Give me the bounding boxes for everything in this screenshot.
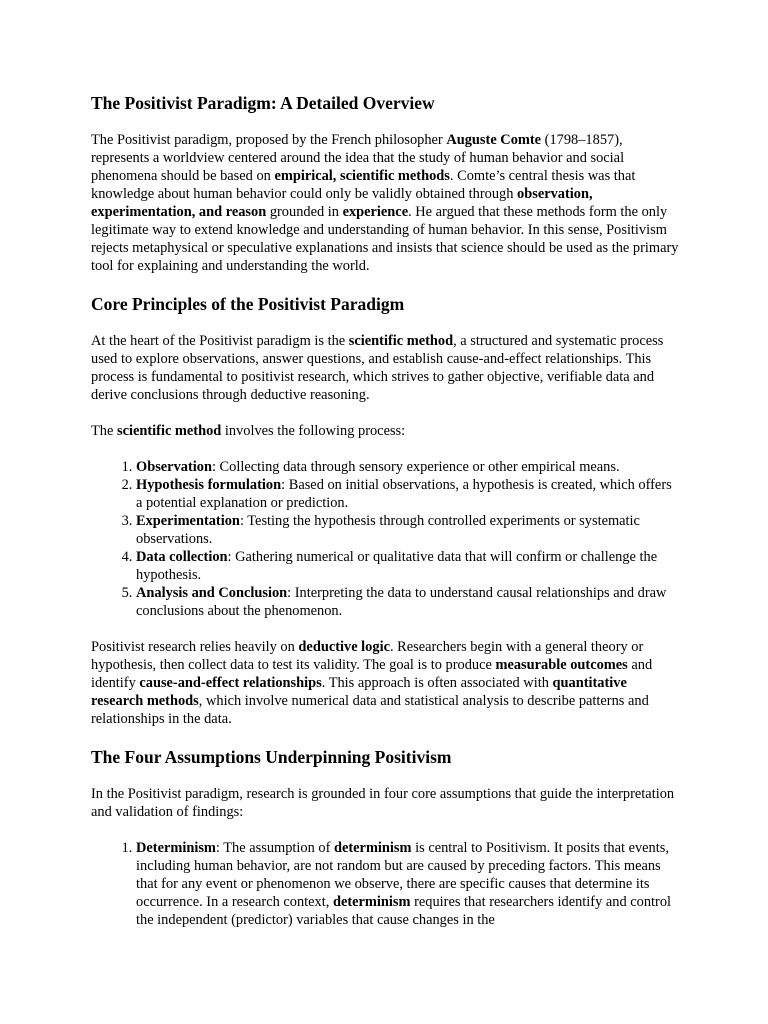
bold-term: deductive logic: [298, 639, 390, 655]
text-span: . Comte’s central thesis was that knowledge about human behavior could only be validly obtained through: [91, 168, 636, 202]
bold-term: determinism: [332, 894, 411, 910]
heading-core-principles: Core Principles of the Positivist Paradigm: [91, 294, 405, 314]
text-span: The: [91, 423, 117, 439]
bold-term: quantitative research methods: [91, 675, 627, 709]
step-text: : Interpreting the data to understand causal relationships and draw conclusions about the phenomenon.: [136, 585, 667, 619]
list-item-step: [136, 548, 680, 584]
scientific-method-steps-list: [91, 458, 680, 620]
list-item-step: [136, 584, 680, 620]
text-span: requires that researchers identify and control the independent (predictor) variables that cause changes in the: [136, 894, 672, 928]
step-term: Hypothesis formulation: [136, 477, 282, 493]
paragraph-scientific-method: [91, 332, 680, 404]
bold-term: scientific method: [348, 333, 454, 349]
step-term: Data collection: [136, 549, 228, 565]
bold-term: Auguste Comte: [446, 132, 542, 148]
step-term: Observation: [136, 459, 212, 475]
step-text: : Collecting data through sensory experience or other empirical means.: [211, 459, 620, 475]
bold-term: observation, experimentation, and reason: [91, 186, 593, 220]
list-item-assumption: [136, 839, 680, 929]
text-span: , a structured and systematic process used to explore observations, answer questions, and establish cause-and-effect relationships. This process is fundamental to positivist research, which strives to gather objective, verifiable data and derive conclusions through deductive reasoning.: [91, 333, 664, 403]
text-span: and identify: [91, 657, 653, 691]
paragraph-assumptions-intro: In the Positivist paradigm, research is grounded in four core assumptions that guide the interpretation and validation of findings:: [91, 786, 675, 820]
step-text: : Based on initial observations, a hypothesis is created, which offers a potential explanation or prediction.: [136, 477, 672, 511]
text-span: : The assumption of: [215, 840, 334, 856]
bold-term: empirical, scientific methods: [274, 168, 450, 184]
bold-term: experience: [342, 204, 409, 220]
text-span: (1798–1857), represents a worldview centered around the idea that the study of human behavior and social phenomena should be based on: [91, 132, 625, 184]
bold-term: cause-and-effect relationships: [139, 675, 322, 691]
step-text: : Testing the hypothesis through controlled experiments or systematic observations.: [136, 513, 640, 547]
paragraph-deductive-logic: [91, 638, 680, 728]
text-span: At the heart of the Positivist paradigm is the: [91, 333, 349, 349]
text-span: grounded in: [266, 204, 343, 220]
list-item-step: [136, 476, 680, 512]
text-span: . He argued that these methods form the only legitimate way to extend knowledge and understanding of human behavior. In this sense, Positivism rejects metaphysical or speculative explanations and insists that science should be used as the primary tool for explaining and understanding the world.: [91, 204, 679, 274]
list-item-step: [136, 512, 680, 548]
heading-positivist-overview: The Positivist Paradigm: A Detailed Overview: [91, 93, 435, 113]
paragraph-intro: [91, 131, 680, 275]
paragraph-process-intro: [91, 422, 680, 440]
bold-term: determinism: [333, 840, 412, 856]
step-text: : Gathering numerical or qualitative data that will confirm or challenge the hypothesis.: [136, 549, 658, 583]
assumption-term: Determinism: [136, 840, 216, 856]
text-span: involves the following process:: [221, 423, 406, 439]
text-span: . This approach is often associated with: [321, 675, 553, 691]
bold-term: measurable outcomes: [495, 657, 628, 673]
list-item-step: [136, 458, 680, 476]
text-span: . Researchers begin with a general theory or hypothesis, then collect data to test its validity. The goal is to produce: [91, 639, 644, 673]
text-span: Positivist research relies heavily on: [91, 639, 299, 655]
text-span: The Positivist paradigm, proposed by the French philosopher: [91, 132, 447, 148]
step-term: Experimentation: [136, 513, 240, 529]
text-span: is central to Positivism. It posits that events, including human behavior, are not random but are caused by preceding factors. This means that for any event or phenomenon we observe, there are specific causes that determine its occurrence. In a research context,: [136, 840, 669, 910]
step-term: Analysis and Conclusion: [136, 585, 288, 601]
heading-four-assumptions: The Four Assumptions Underpinning Positivism: [91, 747, 452, 767]
text-span: , which involve numerical data and statistical analysis to describe patterns and relationships in the data.: [91, 693, 649, 727]
bold-term: scientific method: [116, 423, 222, 439]
assumptions-list: [91, 839, 680, 929]
